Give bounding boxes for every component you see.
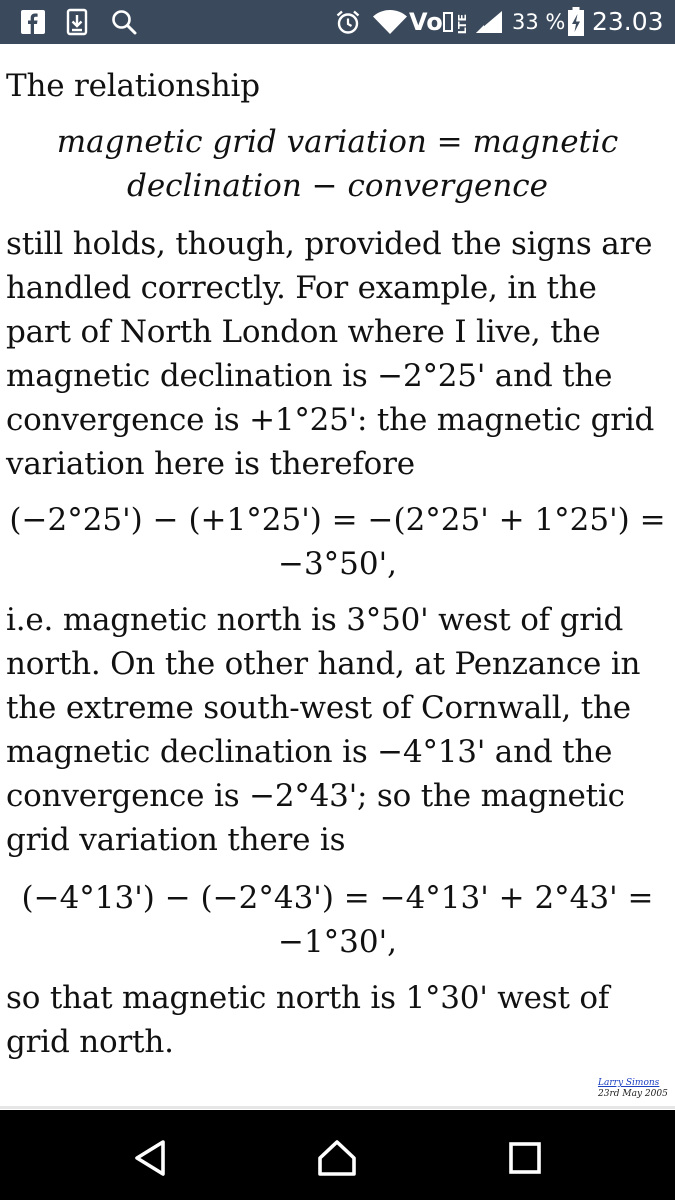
equation-london-line2: −3°50', bbox=[277, 546, 398, 582]
signature-date: 23rd May 2005 bbox=[598, 1089, 668, 1099]
status-bar bbox=[0, 0, 675, 44]
paragraph-penzance: i.e. magnetic north is 3°50' west of grid north. On the other hand, at Penzance in the extreme south-west of Cornwall, the magnetic declination is −4°13' and the convergence is −2°43'; so the magnetic grid variation there is bbox=[6, 602, 641, 858]
equation-london-line1: (−2°25') − (+1°25') = −(2°25' + 1°25') = bbox=[9, 502, 666, 538]
alarm-icon bbox=[334, 0, 362, 44]
equation-relationship-line1: magnetic grid variation = magnetic bbox=[56, 124, 619, 160]
equation-penzance-line1: (−4°13') − (−2°43') = −4°13' + 2°43' = bbox=[21, 880, 654, 916]
back-button[interactable] bbox=[126, 1134, 174, 1182]
article-content bbox=[0, 44, 675, 1110]
recents-button[interactable] bbox=[501, 1134, 549, 1182]
paragraph-london: still holds, though, provided the signs are handled correctly. For example, in the part of North London where I live, the magnetic declination is −2°25' and the convergence is +1°25': the magnetic grid variation here is therefore bbox=[6, 226, 655, 482]
home-button[interactable] bbox=[313, 1134, 361, 1182]
equation-relationship-line2: declination − convergence bbox=[126, 168, 549, 204]
content-divider bbox=[0, 1106, 675, 1109]
signature bbox=[598, 1078, 668, 1100]
paragraph-conclusion: so that magnetic north is 1°30' west of grid north. bbox=[6, 980, 610, 1060]
search-icon bbox=[110, 0, 138, 44]
battery-charging-icon bbox=[567, 0, 585, 44]
recents-icon bbox=[509, 1142, 541, 1174]
home-icon bbox=[317, 1139, 357, 1177]
signal-icon bbox=[474, 0, 504, 44]
network-type-label: LTE bbox=[456, 14, 469, 35]
facebook-icon bbox=[20, 0, 46, 44]
wifi-icon bbox=[372, 0, 408, 44]
navigation-bar bbox=[0, 1110, 675, 1200]
equation-penzance-line2: −1°30', bbox=[277, 924, 398, 960]
clock: 23.03 bbox=[592, 7, 664, 36]
author-link[interactable]: Larry Simons bbox=[598, 1078, 660, 1088]
back-icon bbox=[132, 1139, 168, 1177]
battery-percent: 33 % bbox=[512, 10, 566, 34]
paragraph-intro: The relationship bbox=[6, 68, 260, 104]
download-icon bbox=[66, 0, 88, 44]
volte-phone-icon bbox=[441, 0, 455, 44]
volte-label: Vo bbox=[409, 8, 443, 36]
